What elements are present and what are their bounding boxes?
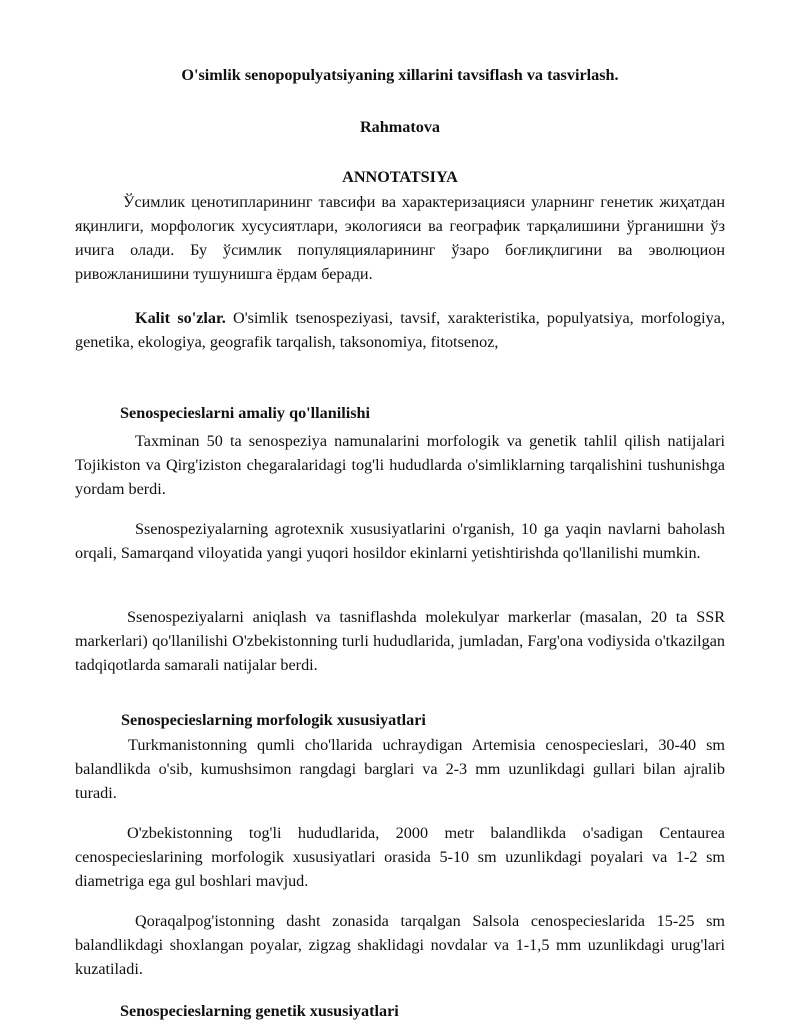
paragraph-morphology-2: O'zbekistonning tog'li hududlarida, 2000 metr balandlikda o'sadigan Centaurea cenospecieslarining morfologik xususiyatlari orasida 5-10 sm uzunlikdagi poyalari va 1-2 sm diametriga ega gul boshlari mavjud. xyxy=(75,824,725,890)
keywords-paragraph xyxy=(75,306,725,354)
section-heading-morphology: Senospecieslarning morfologik xususiyatlari xyxy=(121,711,426,729)
abstract-text: Ўсимлик ценотипларининг тавсифи ва характеризацияси уларнинг генетик жиҳатдан яқинлиги, морфологик хусусиятлари, экологияси ва географик тарқалишини ўрганишни ўз ичига олади. Бу ўсимлик популяцияларининг ўзаро боғлиқлигини ва эволюцион ривожланишини тушунишга ёрдам беради. xyxy=(75,193,725,283)
paragraph-applications-1: Taxminan 50 ta senospeziya namunalarini morfologik va genetik tahlil qilish natijalari Tojikiston va Qirg'iziston chegaralaridagi tog'li hududlarda o'simliklarning tarqalishini tushunishga yordam berdi. xyxy=(75,432,725,498)
paragraph-applications-2: Ssenospeziyalarning agrotexnik xususiyatlarini o'rganish, 10 ga yaqin navlarni baholash orqali, Samarqand viloyatida yangi yuqori hosildor ekinlarni yetishtirishda qo'llanilishi mumkin. xyxy=(75,520,725,562)
document-title: O'simlik senopopulyatsiyaning xillarini tavsiflash va tasvirlash. xyxy=(181,66,619,84)
author-name: Rahmatova xyxy=(359,118,441,136)
section-heading-applications: Senospecieslarni amaliy qo'llanilishi xyxy=(120,404,371,422)
paragraph-applications-3: Ssenospeziyalarni aniqlash va tasniflashda molekulyar markerlar (masalan, 20 ta SSR markerlari) qo'llanilishi O'zbekistonning turli hududlarida, jumladan, Farg'ona vodiysida o'tkazilgan tadqiqotlarda samarali natijalar berdi. xyxy=(75,608,725,674)
paragraph-morphology-1: Turkmanistonning qumli cho'llarida uchraydigan Artemisia cenospecieslari, 30-40 sm balandlikda o'sib, kumushsimon rangdagi barglari va 2-3 mm uzunlikdagi gullari bilan ajralib turadi. xyxy=(75,736,725,802)
keywords-label: Kalit so'zlar. xyxy=(135,309,226,327)
paragraph-morphology-3: Qoraqalpog'istonning dasht zonasida tarqalgan Salsola cenospecieslarida 15-25 sm balandlikdagi shoxlangan poyalar, zigzag shaklidagi novdalar va 1-1,5 mm uzunlikdagi urug'lari kuzatiladi. xyxy=(75,912,725,978)
abstract-heading: ANNOTATSIYA xyxy=(342,168,458,186)
keywords-text: O'simlik tsenospeziyasi, tavsif, xarakteristika, populyatsiya, morfologiya, genetika, ekologiya, geografik tarqalish, taksonomiya, fitotsenoz, xyxy=(75,309,726,351)
section-heading-genetics: Senospecieslarning genetik xususiyatlari xyxy=(120,1002,399,1020)
